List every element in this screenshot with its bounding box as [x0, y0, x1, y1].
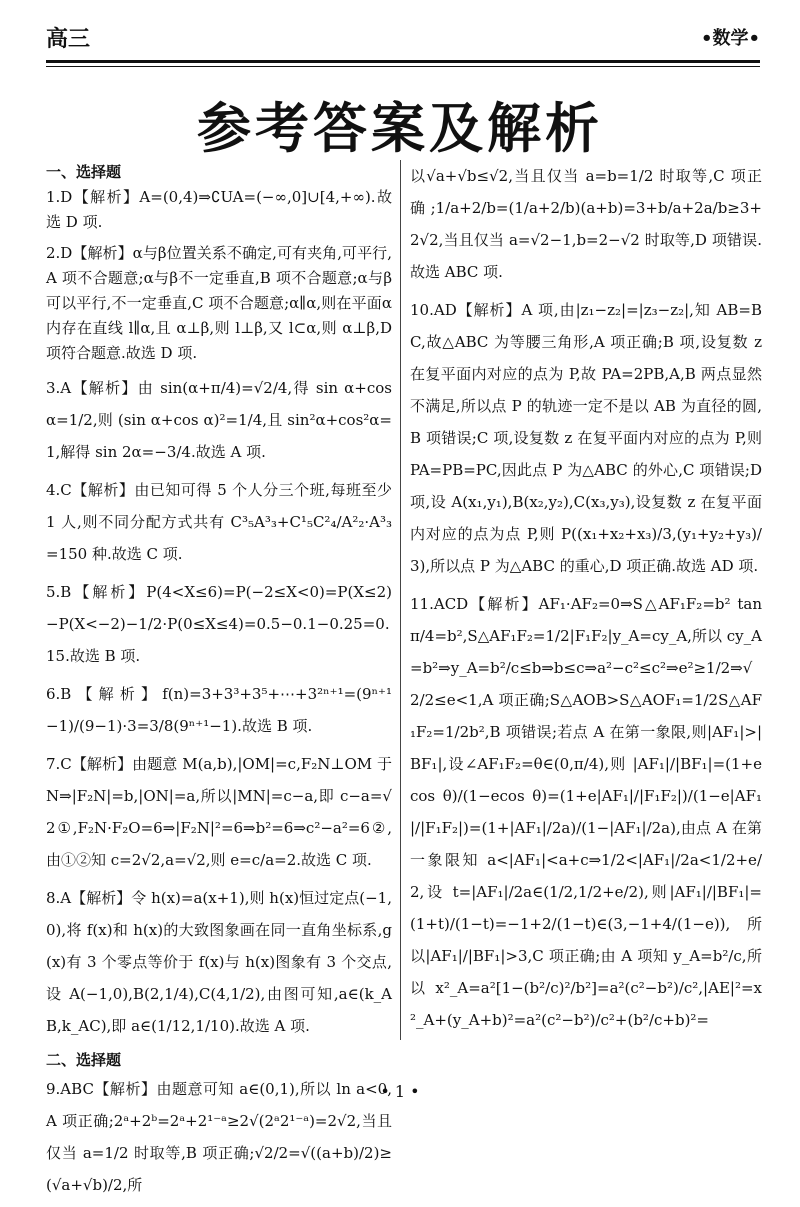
subject-label: •数学• [700, 28, 760, 49]
section-heading-1: 一、选择题 [46, 163, 122, 181]
answer-11: 11.ACD【解析】AF₁·AF₂=0⇒S△AF₁F₂=b² tan π/4=b²,S△AF₁F₂=1/2|F₁F₂|y_A=cy_A,所以 cy_A=b²⇒y_A=b²/c≤b⇒b≤c⇒a²−c²≤c²⇒e²≥1/2⇒√2/2≤e<1,A 项正确;S△AOB>S△AOF₁=1/2S△AF₁F₂=1/2b²,B 项错误;若点 A 在第一象限,则|AF₁|>|BF₁|,设∠AF₁F₂=θ∈(0,π/4),则 |AF₁|/|BF₁|=(1+ecos θ)/(1−ecos θ)=(1+e|AF₁|/|F₁F₂|)/(1−e|AF₁|/|F₁F₂|)=(1+|AF₁|/2a)/(1−|AF₁|/2a),由点 A 在第一象限知 a<|AF₁|<a+c⇒1/2<|AF₁|/2a<1/2+e/2,设 t=|AF₁|/2a∈(1/2,1/2+e/2),则|AF₁|/|BF₁|=(1+t)/(1−t)=−1+2/(1−t)∈(3,−1+4/(1−e)),所以|AF₁|/|BF₁|>3,C 项正确;由 A 项知 y_A=b²/c,所以 x²_A=a²[1−(b²/c)²/b²]=a²(c²−b²)/c²,|AE|²=x²_A+(y_A+b)²=a²(c²−b²)/c²+(b²/c+b)²= [410, 595, 762, 1029]
answer-9: 9.ABC【解析】由题意可知 a∈(0,1),所以 ln a<0,A 项正确;2ᵃ+2ᵇ=2ᵃ+2¹⁻ᵃ≥2√(2ᵃ2¹⁻ᵃ)=2√2,当且仅当 a=1/2 时取等,B 项正确;√2/2=√((a+b)/2)≥(√a+√b)/2,所 [46, 1080, 392, 1194]
answer-5: 5.B【解析】P(4<X≤6)=P(−2≤X<0)=P(X≤2)−P(X<−2)−1/2·P(0≤X≤4)=0.5−0.1−0.25=0.15.故选 B 项. [46, 583, 392, 665]
page-number: • 1 • [380, 1082, 420, 1101]
answer-6: 6.B【解析】f(n)=3+3³+3⁵+⋯+3²ⁿ⁺¹=(9ⁿ⁺¹−1)/(9−1)·3=3/8(9ⁿ⁺¹−1).故选 B 项. [46, 685, 392, 735]
section-heading-2: 二、选择题 [46, 1051, 122, 1069]
left-column [46, 160, 392, 1207]
answer-4: 4.C【解析】由已知可得 5 个人分三个班,每班至少 1 人,则不同分配方式共有 C³₅A³₃+C¹₅C²₄/A²₂·A³₃=150 种.故选 C 项. [46, 481, 392, 563]
answer-10: 10.AD【解析】A 项,由|z₁−z₂|=|z₃−z₂|,知 AB=BC,故△ABC 为等腰三角形,A 项正确;B 项,设复数 z 在复平面内对应的点为 P,故 PA=2PB,A,B 两点显然不满足,所以点 P 的轨迹一定不是以 AB 为直径的圆,B 项错误;C 项,设复数 z 在复平面内对应的点为 P,则 PA=PB=PC,因此点 P 为△ABC 的外心,C 项错误;D 项,设 A(x₁,y₁),B(x₂,y₂),C(x₃,y₃),设复数 z 在复平面内对应的点为点 P,则 P((x₁+x₂+x₃)/3,(y₁+y₂+y₃)/3),所以点 P 为△ABC 的重心,D 项正确.故选 AD 项. [410, 301, 762, 575]
header-rule-thick [46, 60, 760, 63]
answer-9-continued: 以√a+√b≤√2,当且仅当 a=b=1/2 时取等,C 项正确;1/a+2/b=(1/a+2/b)(a+b)=3+b/a+2a/b≥3+2√2,当且仅当 a=√2−1,b=2−√2 时取等,D 项错误.故选 ABC 项. [410, 167, 762, 281]
column-divider [400, 160, 401, 1040]
page-header [46, 14, 760, 64]
page-title: 参考答案及解析 [197, 97, 603, 160]
answer-1: 1.D【解析】A=(0,4)⇒∁UA=(−∞,0]∪[4,+∞).故选 D 项. [46, 188, 392, 231]
right-column [410, 160, 762, 1042]
answer-2: 2.D【解析】α与β位置关系不确定,可有夹角,可平行,A 项不合题意;α与β不一定垂直,B 项不合题意;α与β可以平行,不一定垂直,C 项不合题意;α∥α,则在平面α内存在直线 l∥α,且 α⊥β,则 l⊥β,又 l⊂α,则 α⊥β,D 项符合题意.故选 D 项. [46, 244, 392, 362]
answer-7: 7.C【解析】由题意 M(a,b),|OM|=c,F₂N⊥OM 于 N⇒|F₂N|=b,|ON|=a,所以|MN|=c−a,即 c−a=√2①,F₂N·F₂O=6⇒|F₂N|²=6⇒b²=6⇒c²−a²=6②,由①②知 c=2√2,a=√2,则 e=c/a=2.故选 C 项. [46, 755, 392, 869]
answer-3: 3.A【解析】由 sin(α+π/4)=√2/4,得 sin α+cos α=1/2,则 (sin α+cos α)²=1/4,且 sin²α+cos²α=1,解得 sin 2α=−3/4.故选 A 项. [46, 379, 392, 461]
grade-label: 高三 [46, 26, 91, 52]
header-rule-thin [46, 66, 760, 67]
answer-8: 8.A【解析】令 h(x)=a(x+1),则 h(x)恒过定点(−1,0),将 f(x)和 h(x)的大致图象画在同一直角坐标系,g(x)有 3 个零点等价于 f(x)与 h(x)图象有 3 个交点,设 A(−1,0),B(2,1/4),C(4,1/2),由图可知,a∈(k_AB,k_AC),即 a∈(1/12,1/10).故选 A 项. [46, 889, 392, 1035]
